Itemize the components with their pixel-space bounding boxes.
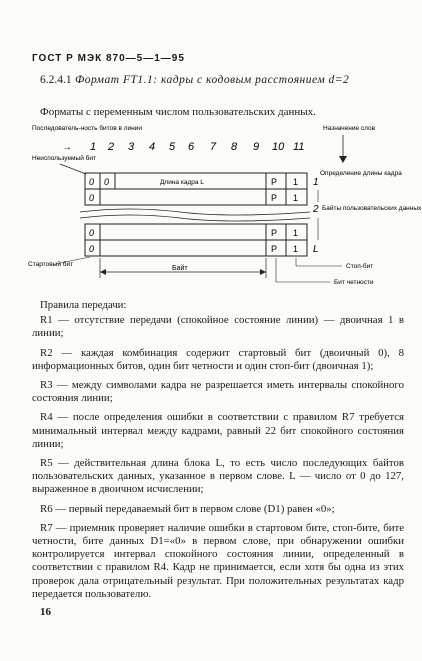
start-bit-label: Стартовый бит <box>28 261 74 268</box>
side-label: L <box>313 244 319 255</box>
cell-start: 0 <box>89 177 95 187</box>
document-header: ГОСТ Р МЭК 870—5—1—95 <box>32 53 185 64</box>
side-label: 1 <box>313 177 319 188</box>
bit-number: 3 <box>128 141 135 153</box>
bit-number: 1 <box>90 141 97 153</box>
byte-label: Байт <box>172 265 188 272</box>
cell-d1: 0 <box>104 177 110 187</box>
purpose-arrowhead <box>339 156 347 163</box>
byte-arrowhead-right <box>260 269 266 275</box>
bit-number: 2 <box>108 141 115 153</box>
unused-bit-label: Неиспользуемый бит <box>32 155 96 162</box>
bit-sequence-label <box>32 124 142 132</box>
rules-heading: Правила передачи: <box>40 299 127 311</box>
cell-parity: P <box>271 244 278 254</box>
rule-r5: R5 — действительная длина блока L, то есть число последующих байтов пользовательских данных, указанное в первом слове. L — число от 0 до 127, выраженное в двоичном исчислении; <box>32 457 404 496</box>
cell-stop: 1 <box>293 177 299 187</box>
section-title-text: Формат FT1.1: кадры с кодовым расстоянием d=2 <box>75 74 350 86</box>
cell-stop: 1 <box>293 193 299 203</box>
cell-parity: P <box>271 177 278 187</box>
unused-bit-pointer <box>60 164 86 174</box>
rule-r1: R1 — отсутствие передачи (спокойное состояние линии) — двоичная 1 в линии; <box>32 314 404 340</box>
frame-rows <box>80 173 310 256</box>
rule-r2: R2 — каждая комбинация содержит стартовый бит (двоичный 0), 8 информационных битов, один бит четности и один стоп-бит (двоичная 1); <box>32 346 404 372</box>
bit-number: 10 <box>272 141 285 153</box>
bit-number: 11 <box>293 141 305 153</box>
cell-parity: P <box>271 193 278 203</box>
purpose-label: Назначение слов <box>323 125 376 132</box>
user-data-label: Байты пользовательских данных <box>322 205 422 212</box>
cell-start: 0 <box>89 244 95 254</box>
bit-number: 5 <box>169 141 176 153</box>
cell-stop: 1 <box>293 244 299 254</box>
bit-sequence-label-text: Последователь-ность битов в линии <box>32 125 142 132</box>
length-def-label: Определение длины кадра <box>320 170 402 177</box>
bit-sequence-arrow: → <box>62 142 72 153</box>
bit-number: 9 <box>253 141 260 153</box>
bit-number: 6 <box>188 141 195 153</box>
parity-bit-label: Бит четности <box>334 279 374 286</box>
rule-r3: R3 — между символами кадра не разрешается иметь интервалы спокойного состояния линии; <box>32 379 404 405</box>
rule-r7: R7 — приемник проверяет наличие ошибки в стартовом бите, стоп-бите, бите четности, бите данных D1=«0» в первом слове, при обнаружении ошибки контролируется интервал спокойного состояния линии, определенный в соответствии с правилом R4. Кадр не принимается, если хотя бы одна из этих проверок дала отрицательный результат. При положительных результатах кадр передается пользователю. <box>32 521 404 600</box>
section-number: 6.2.4.1 <box>40 74 72 86</box>
bit-number: 4 <box>149 141 156 153</box>
cell-parity: P <box>271 228 278 238</box>
side-label: 2 <box>313 204 319 215</box>
rule-r4: R4 — после определения ошибки в соответствии с правилом R7 требуется минимальный интервал между кадрами, равный 22 бит спокойного состояния линии; <box>32 411 404 450</box>
page-number: 16 <box>40 606 51 618</box>
rule-r6: R6 — первый передаваемый бит в первом слове (D1) равен «0»; <box>40 502 335 515</box>
bit-number-row <box>90 141 304 153</box>
frame-format-diagram <box>0 0 422 300</box>
transmission-rules <box>32 299 404 607</box>
bit-number: 7 <box>210 141 217 153</box>
stop-bit-label: Стоп-бит <box>346 263 374 270</box>
bit-number: 8 <box>231 141 238 153</box>
cell-stop: 1 <box>293 228 299 238</box>
cell-start: 0 <box>89 228 95 238</box>
section-subtitle: Форматы с переменным числом пользовательских данных. <box>40 106 316 118</box>
cell-start: 0 <box>89 193 95 203</box>
cell-length: Длина кадра L <box>160 179 204 186</box>
byte-arrowhead-left <box>100 269 106 275</box>
